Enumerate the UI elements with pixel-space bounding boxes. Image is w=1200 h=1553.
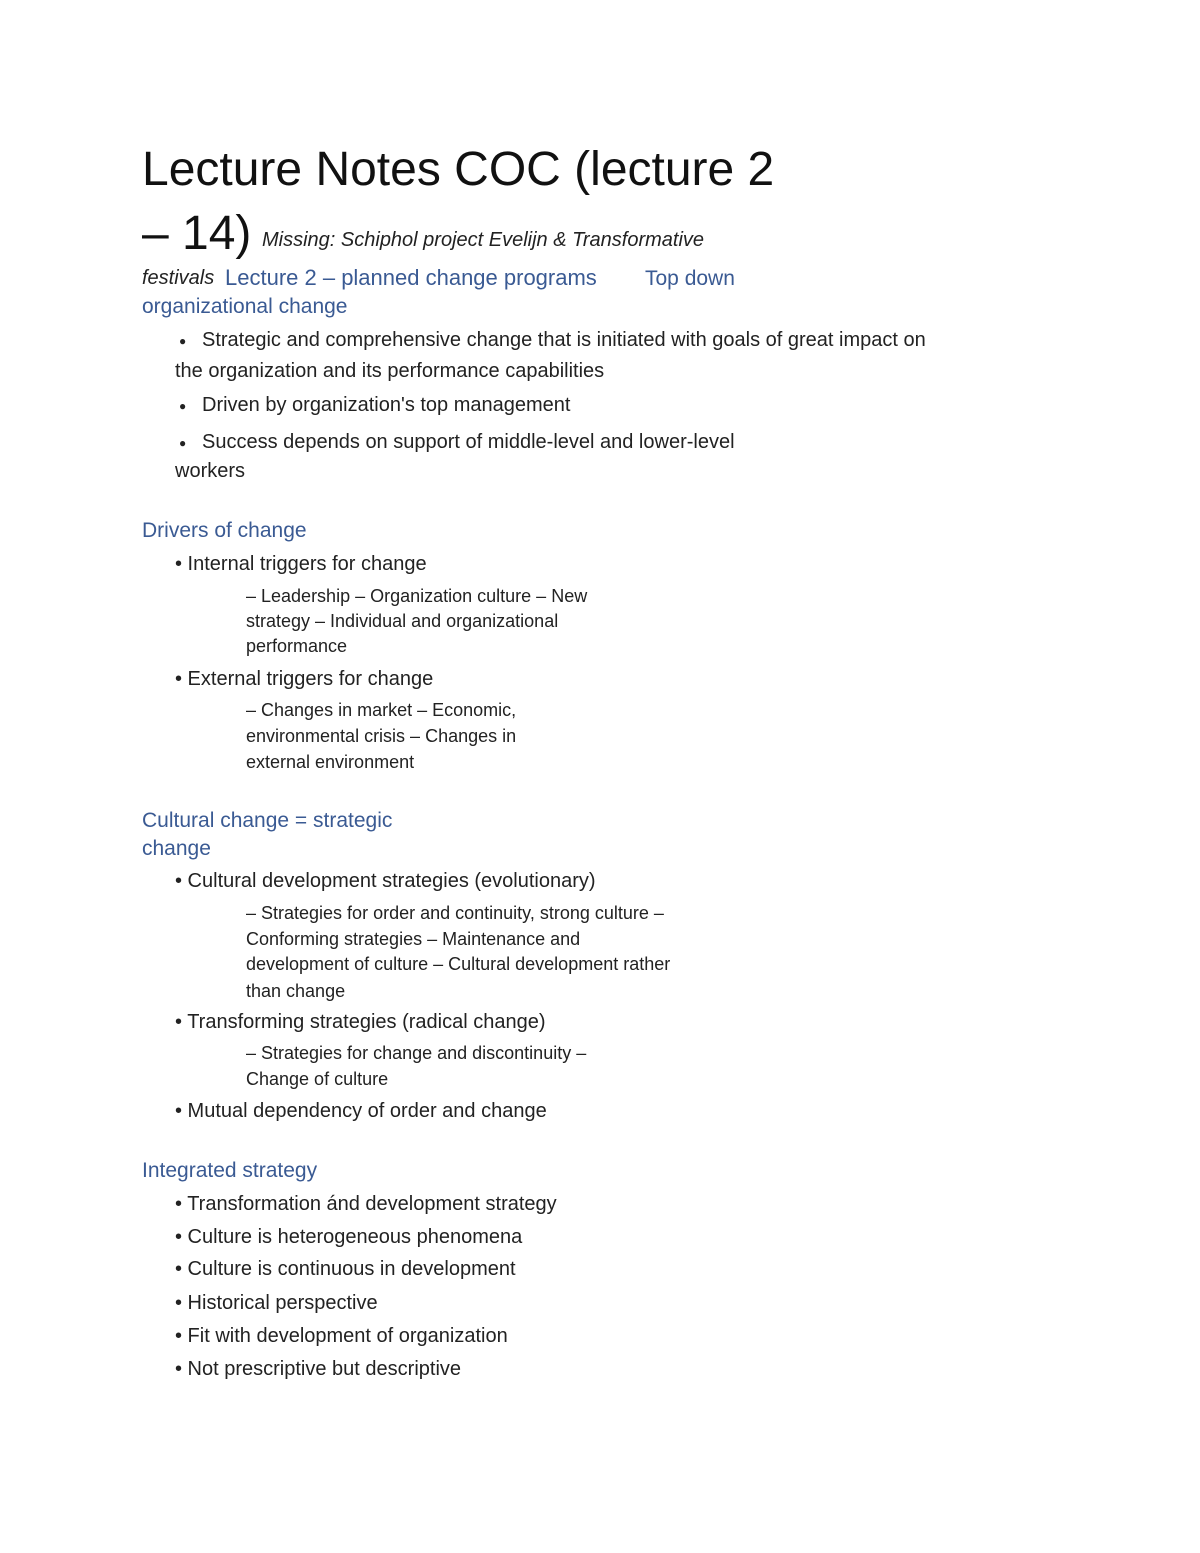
cultural-sub: Conforming strategies – Maintenance and (246, 929, 581, 949)
drivers-external-sub: external environment (246, 752, 415, 772)
integrated-item: • Fit with development of organization (175, 1325, 508, 1347)
missing-note-cont: festivals (142, 267, 215, 289)
integrated-heading: Integrated strategy (142, 1159, 318, 1182)
bullet-dot: ● (179, 334, 187, 348)
page-title-line2: – 14) (142, 207, 252, 260)
bullet-dot: ● (179, 399, 187, 413)
bullet-item: Driven by organization's top management (202, 394, 571, 416)
cultural-heading-cont: change (142, 837, 211, 860)
bullet-dot: ● (179, 436, 187, 450)
integrated-item: • Culture is heterogeneous phenomena (175, 1226, 523, 1248)
cultural-sub: development of culture – Cultural development rather (246, 954, 671, 974)
drivers-external: • External triggers for change (175, 668, 434, 690)
page-title-line1: Lecture Notes COC (lecture 2 (142, 143, 775, 196)
integrated-item: • Transformation ánd development strategy (175, 1193, 557, 1215)
bullet-item-cont: the organization and its performance capabilities (175, 360, 605, 382)
integrated-item: • Historical perspective (175, 1292, 378, 1314)
drivers-external-sub: environmental crisis – Changes in (246, 726, 517, 746)
drivers-internal: • Internal triggers for change (175, 553, 427, 575)
lecture2-subheading: Top down (645, 267, 735, 290)
missing-note: Missing: Schiphol project Evelijn & Transformative (262, 229, 705, 251)
drivers-external-sub: – Changes in market – Economic, (246, 700, 517, 720)
drivers-internal-sub: – Leadership – Organization culture – New (246, 586, 588, 606)
cultural-sub: than change (246, 981, 346, 1001)
drivers-internal-sub: strategy – Individual and organizational (246, 611, 559, 631)
drivers-heading: Drivers of change (142, 519, 307, 542)
lecture2-subheading-cont: organizational change (142, 295, 348, 318)
cultural-bullet: • Mutual dependency of order and change (175, 1100, 547, 1122)
lecture2-heading: Lecture 2 – planned change programs (225, 265, 597, 290)
cultural-sub: – Strategies for change and discontinuity – (246, 1043, 587, 1063)
drivers-internal-sub: performance (246, 636, 348, 656)
cultural-heading: Cultural change = strategic (142, 809, 393, 832)
integrated-item: • Not prescriptive but descriptive (175, 1358, 462, 1380)
bullet-item-cont: workers (175, 460, 246, 482)
cultural-bullet: • Transforming strategies (radical change) (175, 1011, 546, 1033)
cultural-bullet: • Cultural development strategies (evolutionary) (175, 870, 596, 892)
cultural-sub: – Strategies for order and continuity, strong culture – (246, 903, 664, 923)
bullet-item: Strategic and comprehensive change that is initiated with goals of great impact on (202, 329, 926, 351)
bullet-item: Success depends on support of middle-level and lower-level (202, 431, 735, 453)
cultural-sub: Change of culture (246, 1069, 389, 1089)
integrated-item: • Culture is continuous in development (175, 1258, 516, 1280)
